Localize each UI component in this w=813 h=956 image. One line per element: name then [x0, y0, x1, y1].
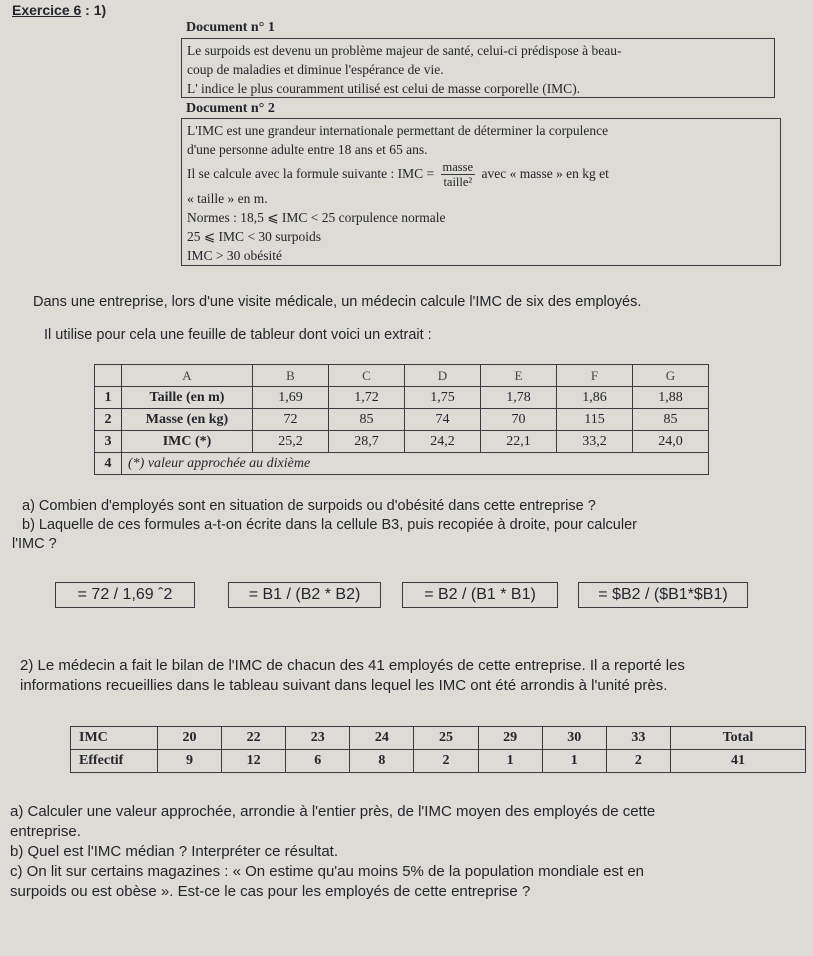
table-cell: 74 [405, 409, 481, 431]
table-cell: 33,2 [557, 431, 633, 453]
table-cell: 22,1 [481, 431, 557, 453]
norm-obesite: IMC > 30 obésité [187, 248, 282, 264]
column-header: A [122, 365, 253, 387]
imc-value: 29 [478, 727, 542, 750]
formula-line [187, 159, 780, 189]
row-number: 2 [95, 409, 122, 431]
table-cell: 1,75 [405, 387, 481, 409]
table-cell: 1,78 [481, 387, 557, 409]
exercise-title [12, 2, 106, 18]
question-2b: b) Quel est l'IMC médian ? Interpréter ce résultat. [10, 843, 339, 860]
table-cell: 25,2 [253, 431, 329, 453]
spreadsheet-table [94, 364, 709, 475]
row-number: 3 [95, 431, 122, 453]
imc-row [71, 727, 806, 750]
formula-option-4: = $B2 / ($B1*$B1) [578, 582, 748, 608]
formula-option-2: = B1 / (B2 * B2) [228, 582, 381, 608]
document1-box [181, 38, 775, 98]
fraction-denominator: taille² [443, 175, 473, 190]
intro-text: Il utilise pour cela une feuille de tableur dont voici un extrait : [44, 327, 432, 343]
norm-normal: Normes : 18,5 ⩽ IMC < 25 corpulence normale [187, 210, 446, 226]
imc-value: 30 [542, 727, 606, 750]
table-cell: 24,0 [633, 431, 709, 453]
effectif-value: 12 [222, 750, 286, 773]
question-2a: a) Calculer une valeur approchée, arrondie à l'entier près, de l'IMC moyen des employés de cette [10, 803, 656, 820]
column-header: D [405, 365, 481, 387]
row-label: Taille (en m) [122, 387, 253, 409]
fraction-numerator: masse [442, 160, 474, 175]
document2-box [181, 118, 781, 266]
effectif-value: 2 [414, 750, 478, 773]
table-cell: 1,69 [253, 387, 329, 409]
question-b-continued: l'IMC ? [12, 536, 57, 552]
effectif-value: 6 [286, 750, 350, 773]
document1-line: L' indice le plus couramment utilisé est celui de masse corporelle (IMC). [187, 81, 581, 96]
intro-text: Dans une entreprise, lors d'une visite médicale, un médecin calcule l'IMC de six des employés. [33, 294, 642, 310]
question-2c-continued: surpoids ou est obèse ». Est-ce le cas pour les employés de cette entreprise ? [10, 883, 531, 900]
document2-label: Document n° 2 [186, 101, 275, 116]
row-label: IMC (*) [122, 431, 253, 453]
imc-value: 20 [158, 727, 222, 750]
imc-value: 33 [606, 727, 670, 750]
exercise-suffix: : 1) [81, 2, 107, 18]
table-cell: 85 [633, 409, 709, 431]
document1-line: coup de maladies et diminue l'espérance de vie. [187, 62, 444, 77]
row-number: 4 [95, 453, 122, 475]
formula-suffix: avec « masse » en kg et [481, 166, 609, 181]
question-2c: c) On lit sur certains magazines : « On estime qu'au moins 5% de la population mondiale est en [10, 863, 645, 880]
table-row [95, 409, 709, 431]
column-header: C [329, 365, 405, 387]
footnote-text: (*) valeur approchée au dixième [122, 453, 709, 475]
table-cell: 1,72 [329, 387, 405, 409]
column-header: G [633, 365, 709, 387]
column-header: F [557, 365, 633, 387]
row-label: Effectif [71, 750, 158, 773]
imc-value: 22 [222, 727, 286, 750]
table-cell: 1,88 [633, 387, 709, 409]
imc-value: 24 [350, 727, 414, 750]
document2-line: L'IMC est une grandeur internationale permettant de déterminer la corpulence [187, 123, 609, 138]
document1-label: Document n° 1 [186, 20, 275, 35]
document1-line: Le surpoids est devenu un problème majeur de santé, celui-ci prédispose à beau- [187, 43, 622, 58]
table-cell: 85 [329, 409, 405, 431]
norm-surpoids: 25 ⩽ IMC < 30 surpoids [187, 229, 322, 245]
effectif-value: 8 [350, 750, 414, 773]
table-cell: 115 [557, 409, 633, 431]
table-row [95, 387, 709, 409]
question-2a-continued: entreprise. [10, 823, 81, 840]
table-cell: 28,7 [329, 431, 405, 453]
total-header: Total [670, 727, 805, 750]
part2-intro: informations recueillies dans le tableau suivant dans lequel les IMC ont été arrondis à l'unité près. [20, 677, 668, 694]
table-cell: 72 [253, 409, 329, 431]
part2-intro: 2) Le médecin a fait le bilan de l'IMC de chacun des 41 employés de cette entreprise. Il a reporté les [20, 657, 685, 674]
imc-fraction [441, 160, 476, 189]
row-number: 1 [95, 387, 122, 409]
imc-value: 25 [414, 727, 478, 750]
row-label: Masse (en kg) [122, 409, 253, 431]
column-header-row [95, 365, 709, 387]
table-cell: 70 [481, 409, 557, 431]
table-cell: 24,2 [405, 431, 481, 453]
question-b: b) Laquelle de ces formules a-t-on écrite dans la cellule B3, puis recopiée à droite, pour calculer [22, 517, 637, 533]
effectif-row [71, 750, 806, 773]
document2-line: d'une personne adulte entre 18 ans et 65 ans. [187, 142, 428, 157]
total-value: 41 [670, 750, 805, 773]
imc-table [70, 726, 806, 773]
effectif-value: 1 [542, 750, 606, 773]
formula-option-1: = 72 / 1,69 ˆ2 [55, 582, 195, 608]
table-cell: 1,86 [557, 387, 633, 409]
table-row [95, 431, 709, 453]
corner-cell [95, 365, 122, 387]
effectif-value: 1 [478, 750, 542, 773]
effectif-value: 2 [606, 750, 670, 773]
formula-option-3: = B2 / (B1 * B1) [402, 582, 558, 608]
effectif-value: 9 [158, 750, 222, 773]
row-label: IMC [71, 727, 158, 750]
column-header: E [481, 365, 557, 387]
question-a: a) Combien d'employés sont en situation de surpoids ou d'obésité dans cette entreprise ? [22, 498, 596, 514]
footnote-row [95, 453, 709, 475]
formula-prefix: Il se calcule avec la formule suivante : IMC = [187, 166, 435, 181]
exercise-label: Exercice 6 [12, 2, 82, 18]
document2-line: « taille » en m. [187, 191, 268, 207]
column-header: B [253, 365, 329, 387]
imc-value: 23 [286, 727, 350, 750]
